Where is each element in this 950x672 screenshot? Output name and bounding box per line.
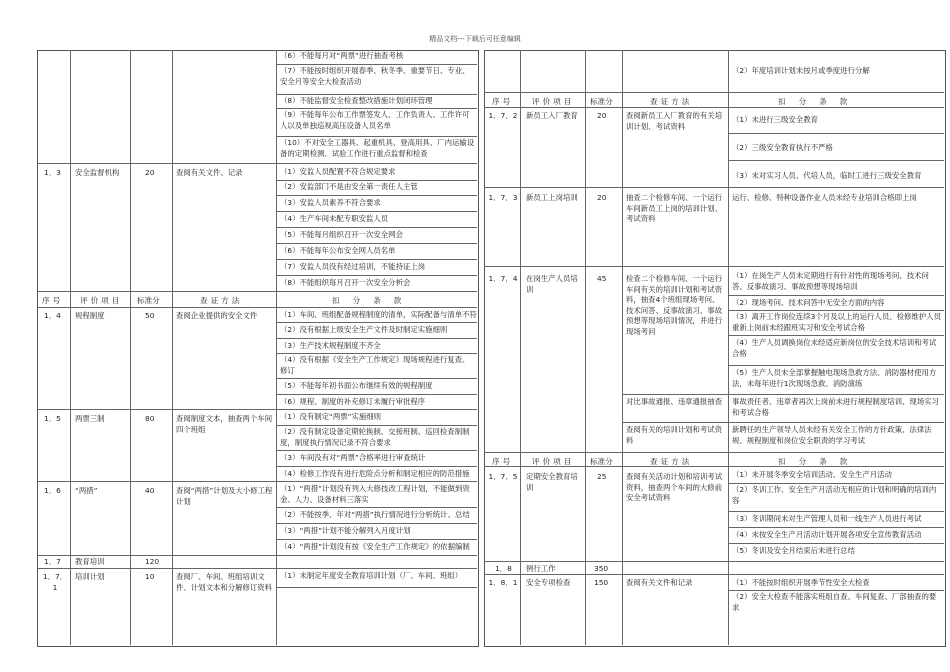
row-divider xyxy=(728,527,944,528)
deduction-item: （7）安监人员没有经过培训，不能持证上岗 xyxy=(280,262,426,271)
row-method: 查阅厂、车间、班组培训文件、计划文本和分解修订资料 xyxy=(176,572,273,592)
row-method: 查阅有关文件、记录 xyxy=(176,168,243,177)
row-divider xyxy=(37,568,477,569)
row-divider xyxy=(276,539,477,540)
deduction-item: （4）“两措”计划没有按《安全生产工作规定》的依据编制 xyxy=(280,542,470,551)
row-divider xyxy=(276,338,477,339)
deduction-item: （5）不能每年初书面公布继续有效的规程制度 xyxy=(280,381,433,390)
row-method: 查阅新员工入厂教育的有关培训计划、考试资料 xyxy=(626,111,723,131)
row-divider xyxy=(37,307,477,308)
deduction-item: （5）生产人员未全部掌握触电现场急救方法、消防器材使用方法，未每年进行1次现场急救、消防演练 xyxy=(732,368,937,388)
col-header-deduct: 扣分条款 xyxy=(778,457,861,466)
row-method: 查阅制度文本，抽查两个车间四个班组 xyxy=(176,414,273,434)
row-divider xyxy=(484,574,944,575)
row-score: 350 xyxy=(594,564,609,573)
row-seq: 1．7．1 xyxy=(42,572,68,592)
deduction-item: （4）没有根据《安全生产工作规定》现场规程进行复查、修订 xyxy=(280,355,470,375)
deduction-item: （1）未进行三级安全教育 xyxy=(732,115,819,124)
row-item: 安全专项检查 xyxy=(526,578,571,587)
deduction-item: （1）“两措”计划没有列入大修技改工程计划，不能做到资金、人力、设备材料三落实 xyxy=(280,484,470,504)
deduction-item: （3）生产技术规程制度不齐全 xyxy=(280,341,381,350)
deduction-item: （3）未对实习人员、代培人员，临时工进行三级安全教育 xyxy=(732,171,922,180)
col-header-deduct: 扣分条款 xyxy=(778,97,861,106)
deduction-item: （3）离开工作岗位连续3个月及以上的运行人员、检修维护人员重新上岗前未经跟班实习和安全考试合格 xyxy=(732,312,941,332)
row-seq: 1．7．3 xyxy=(488,193,518,202)
row-seq: 1．7．2 xyxy=(488,111,518,120)
row-method: 查阅有关活动计划和培训考试资料，抽查两个车间的大修前安全考试资料 xyxy=(626,472,723,502)
deduction-item: （2）没有制定设备定期轮换制、交接班制、巡回检查制制度，制度执行情况记录不符合要求 xyxy=(280,427,470,447)
row-divider xyxy=(276,136,477,137)
row-divider xyxy=(276,195,477,196)
row-item: 在岗生产人员培训 xyxy=(526,274,578,294)
deduction-item: （8）不能组织每月召开一次安全分析会 xyxy=(280,278,411,287)
row-divider xyxy=(37,163,477,164)
row-divider xyxy=(276,466,477,467)
row-divider xyxy=(276,275,477,276)
right-col-divider xyxy=(622,50,623,645)
row-item: 培训计划 xyxy=(75,572,105,581)
row-divider xyxy=(276,94,477,95)
col-header-item: 评价项目 xyxy=(532,457,575,466)
row-method: 查阅有关文件和记录 xyxy=(626,578,693,587)
col-header-method: 查证方法 xyxy=(650,97,693,106)
deduction-item: （1）未开展冬季安全培训活动、安全生产月活动 xyxy=(732,470,892,479)
row-divider xyxy=(276,227,477,228)
row-method: 抽查二个检修车间、一个运行车间新员工上岗的培训计划、考试资料 xyxy=(626,193,723,223)
row-divider xyxy=(276,378,477,379)
deduction-item: （3）安监人员素养不符合要求 xyxy=(280,198,381,207)
col-header-item: 评价项目 xyxy=(532,97,575,106)
deduction-item: 新聘任的生产领导人员未经有关安全工作的方针政策、法律法规、规程制度和岗位安全职责的学习考试 xyxy=(732,425,932,445)
deduction-item: 运行、检修、特种设备作业人员未经专业培训合格即上岗 xyxy=(732,193,917,202)
deduction-item: （4）生产人员调换岗位未经适应新岗位的安全技术培训和考试合格 xyxy=(732,338,937,358)
row-divider xyxy=(276,394,477,395)
deduction-item: （2）安全大检查不能落实班组自查、车间复查、厂部抽查的要求 xyxy=(732,592,937,612)
col-header-item: 评价项目 xyxy=(80,296,123,305)
deduction-item: 事故责任者、违章者再次上岗前未进行规程制度培训、现场实习和考试合格 xyxy=(732,397,939,417)
row-item: 两票三制 xyxy=(75,414,105,423)
row-seq: 1．6 xyxy=(44,486,61,495)
deduction-item: （3）“两措”计划不能分解列入月度计划 xyxy=(280,526,411,535)
deduction-item: （3）车间没有对“两票”合格率进行审查统计 xyxy=(280,453,426,462)
deduction-item: （7）不能按时组织开展春季、秋冬季、重要节日、专业、安全月等安全大检查活动 xyxy=(280,66,470,86)
row-score: 25 xyxy=(597,472,607,481)
row-divider xyxy=(728,160,944,161)
deduction-item: （4）生产车间未配专职安监人员 xyxy=(280,214,389,223)
row-item: “两措” xyxy=(75,486,98,495)
row-divider xyxy=(276,64,477,65)
row-item: 安全监督机构 xyxy=(75,168,120,177)
row-score: 50 xyxy=(145,311,155,320)
deduction-item: （1）不能按时组织开展季节性安全大检查 xyxy=(732,578,870,587)
row-item: 规程制度 xyxy=(75,311,105,320)
col-header-score: 标准分 xyxy=(590,457,613,466)
row-item: 教育培训 xyxy=(75,557,105,566)
deduction-item: （4）未按安全生产月活动计划开展各项安全宣传教育活动 xyxy=(732,530,922,539)
row-score: 150 xyxy=(594,578,609,587)
deduction-item: （5）不能每月组织召开一次安全网会 xyxy=(280,230,403,239)
deduction-item: （10）不对安全工器具、起重机具、登高用具、厂内运输设备的定期检测、试验工作进行重点监督和检查 xyxy=(280,138,475,158)
row-divider xyxy=(37,409,477,410)
row-divider xyxy=(276,353,477,354)
row-divider xyxy=(276,259,477,260)
row-score: 20 xyxy=(145,168,155,177)
row-divider xyxy=(37,291,477,292)
right-col-divider xyxy=(728,50,729,645)
deduction-item: （5）冬训及安全月结束后未进行总结 xyxy=(732,546,855,555)
row-divider xyxy=(276,180,477,181)
row-divider xyxy=(276,450,477,451)
deduction-item: （6）不能每月对“两票”进行抽查考核 xyxy=(280,51,404,60)
row-divider xyxy=(622,394,944,395)
row-divider xyxy=(276,523,477,524)
deduction-item: （2）现场考问、技术问答中无安全方面的内容 xyxy=(732,298,885,307)
row-divider xyxy=(37,481,477,482)
row-score: 120 xyxy=(145,557,160,566)
row-divider xyxy=(484,561,944,562)
row-method: 查阅企业提供的安全文件 xyxy=(176,311,258,320)
right-col-divider xyxy=(585,50,586,645)
row-divider xyxy=(484,187,944,188)
row-divider xyxy=(484,466,944,467)
deduction-item: （2）不能按季、年对“两措”执行情况进行分析统计、总结 xyxy=(280,510,470,519)
row-seq: 1．4 xyxy=(44,311,61,320)
deduction-item: （2）没有根据上级安全生产文件及时制定实施细则 xyxy=(280,325,448,334)
row-score: 20 xyxy=(597,193,607,202)
row-score: 80 xyxy=(145,414,155,423)
row-item: 定期安全教育培训 xyxy=(526,472,578,492)
row-divider xyxy=(276,322,477,323)
col-header-seq: 序号 xyxy=(42,296,64,305)
row-divider xyxy=(728,295,944,296)
row-score: 20 xyxy=(597,111,607,120)
row-divider xyxy=(276,243,477,244)
row-divider xyxy=(484,452,944,453)
row-seq: 1．8 xyxy=(495,564,512,573)
row-item: 例行工作 xyxy=(526,564,556,573)
row-divider xyxy=(728,310,944,311)
row-divider xyxy=(276,587,477,588)
row-divider xyxy=(728,543,944,544)
row-seq: 1．8．1 xyxy=(488,578,518,587)
col-header-score: 标准分 xyxy=(137,296,160,305)
col-header-deduct: 扣分条款 xyxy=(332,296,415,305)
deduction-item: （2）年度培训计划未按月或季度进行分解 xyxy=(732,66,870,75)
row-divider xyxy=(37,555,477,556)
col-header-seq: 序号 xyxy=(492,97,514,106)
right-col-divider xyxy=(520,50,521,645)
row-divider xyxy=(276,108,477,109)
row-seq: 1．7．4 xyxy=(488,274,518,283)
row-item: 新员工上岗培训 xyxy=(526,193,578,202)
row-score: 40 xyxy=(145,486,155,495)
deduction-item: （1）未制定年度安全教育培训计划（厂、车间、班组） xyxy=(280,571,463,580)
row-divider xyxy=(484,266,944,267)
deduction-item: （2）冬训工作、安全生产月活动无相应的计划和明确的培训内容 xyxy=(732,485,937,505)
row-seq: 1．7 xyxy=(44,557,61,566)
row-method: 检查二个检修车间、一个运行车间有关的培训计划和考试资料，抽查4个班组现场考问、技术问答、反事故演习、事故预想等现场培训情况，并进行现场考问 xyxy=(626,274,723,336)
deduction-item: （1）安监人员配置不符合规定要求 xyxy=(280,167,396,176)
deduction-item: （1）车间、班组配备规程制度的清单，实际配备与清单不符 xyxy=(280,310,477,319)
row-divider xyxy=(484,92,944,93)
row-divider xyxy=(728,511,944,512)
col-header-method: 查证方法 xyxy=(650,457,693,466)
row-seq: 1．3 xyxy=(44,168,61,177)
deduction-item: （1）在岗生产人员未定期进行有针对性的现场考问、技术问答、反事故演习、事故预想等现场培训 xyxy=(732,271,929,291)
row-item: 新员工入厂教育 xyxy=(526,111,578,120)
deduction-item: （2）三级安全教育执行不严格 xyxy=(732,143,833,152)
row-divider xyxy=(276,425,477,426)
row-method: 对比事故通报、违章通报抽查 xyxy=(626,397,723,406)
row-method: 查阅“两措”计划及大小修工程计划 xyxy=(176,486,273,506)
row-divider xyxy=(728,133,944,134)
row-score: 45 xyxy=(597,274,607,283)
deduction-item: （6）规程、制度的补充修订未履行审批程序 xyxy=(280,397,426,406)
row-seq: 1．7．5 xyxy=(488,472,518,481)
row-divider xyxy=(276,211,477,212)
row-seq: 1．5 xyxy=(44,414,61,423)
deduction-item: （3）冬训期间未对生产管理人员和一线生产人员进行考试 xyxy=(732,514,922,523)
deduction-item: （9）不能每年公布工作票签发人、工作负责人、工作许可人以及单独巡视高压设备人员名单 xyxy=(280,110,470,130)
row-score: 10 xyxy=(145,572,155,581)
row-divider xyxy=(484,107,944,108)
deduction-item: （8）不能监督安全检查整改措施计划闭环管理 xyxy=(280,96,433,105)
col-header-seq: 序号 xyxy=(492,457,514,466)
row-divider xyxy=(622,422,944,423)
row-divider xyxy=(728,335,944,336)
page-header: 精品文档---下载后可任意编辑 xyxy=(429,35,521,43)
col-header-score: 标准分 xyxy=(590,97,613,106)
row-divider xyxy=(728,590,944,591)
row-divider xyxy=(276,507,477,508)
row-method: 查阅有关的培训计划和考试资料 xyxy=(626,425,723,445)
row-divider xyxy=(728,365,944,366)
deduction-item: （2）安监部门不是由安全第一责任人主管 xyxy=(280,182,418,191)
deduction-item: （4）检修工作没有进行危险点分析和制定相应的防范措施 xyxy=(280,469,470,478)
col-header-method: 查证方法 xyxy=(200,296,243,305)
deduction-item: （6）不能每年公布安全网人员名单 xyxy=(280,246,396,255)
deduction-item: （1）没有制定“两票”实施细则 xyxy=(280,412,382,421)
row-divider xyxy=(728,483,944,484)
